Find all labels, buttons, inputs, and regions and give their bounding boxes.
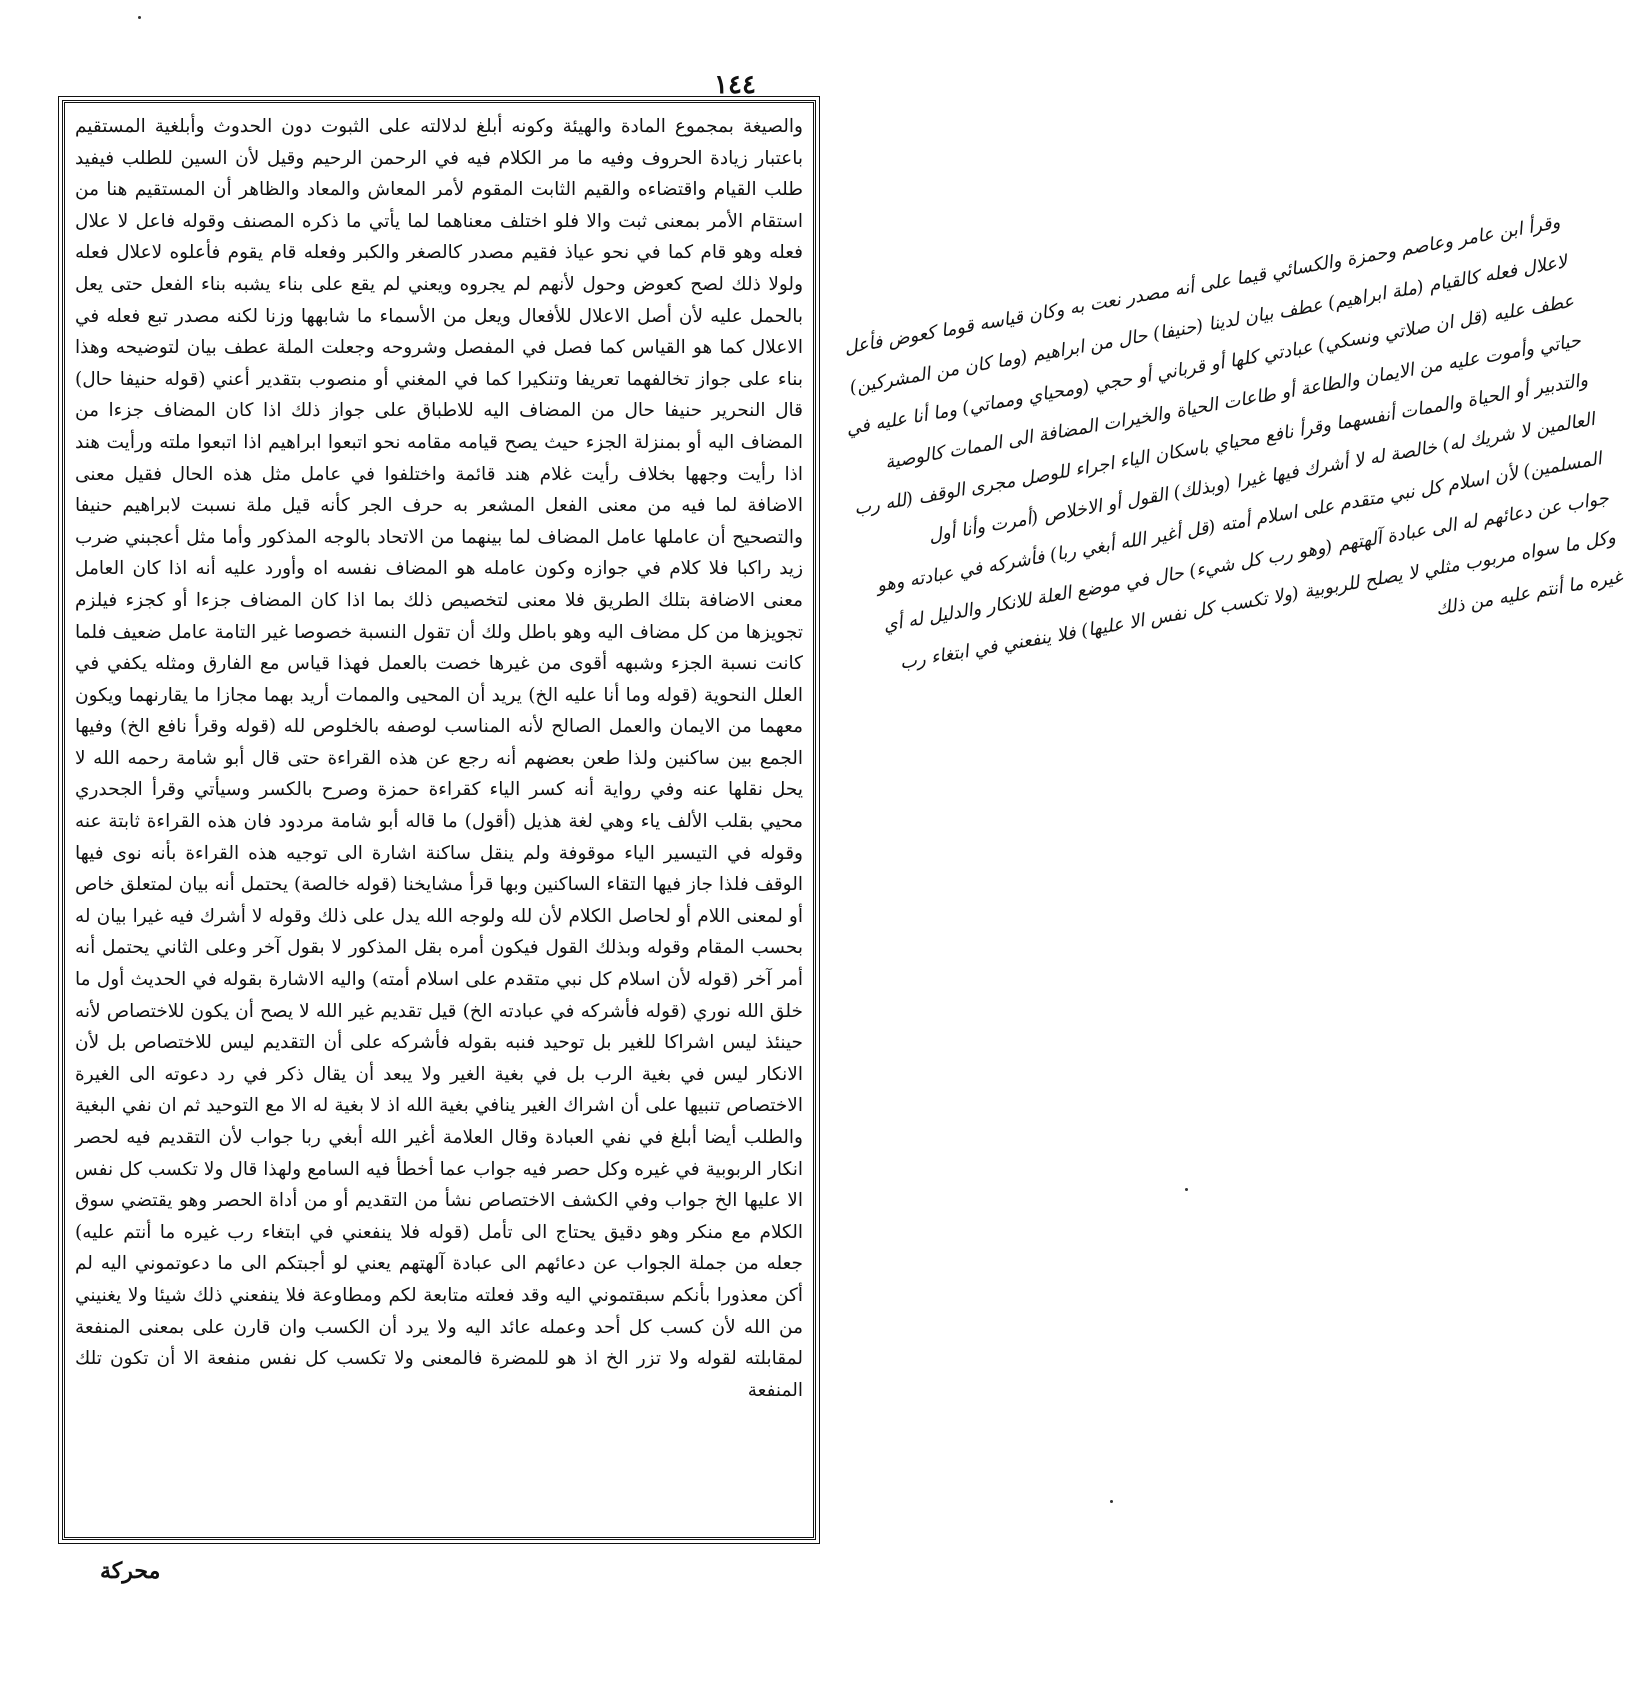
margin-note-text: وقرأ ابن عامر وعاصم وحمزة والكسائي قيما على أنه مصدر نعت به وكان قياسه قوما كعوض فأعل لاعلال فعله كالقيام (ملة ابراهيم) عطف بيان لدينا (حنيفا) حال من ابراهيم (وما كان من المشركين) عطف عليه (قل ان صلاتي ونسكي) عبادتي كلها أو قرباني أو حجي (ومحياي ومماتي) وما أنا عليه في حياتي وأموت عليه من الايمان والطاعة أو طاعات الحياة والخيرات المضافة الى الممات كالوصية والتدبير أو الحياة والممات أنفسهما وقرأ نافع محياي باسكان الياء اجراء للوصل مجرى الوقف (لله رب العالمين لا شريك له) خالصة له لا أشرك فيها غيرا (وبذلك) القول أو الاخلاص (أمرت وأنا أول المسلمين) لأن اسلام كل نبي متقدم على اسلام أمته (قل أغير الله أبغي ربا) فأشركه في عبادته وهو جواب عن دعائهم له الى عبادة آلهتهم (وهو رب كل شيء) حال في موضع العلة للانكار والدليل له أي وكل ما سواه مربوب مثلي لا يصلح للربوبية (ولا تكسب كل نفس الا عليها) فلا ينفعني في ابتغاء رب غيره ما أنتم عليه من ذلك (842, 211, 1625, 674)
main-text-body: والصيغة بمجموع المادة والهيئة وكونه أبلغ لدلالته على الثبوت دون الحدوث وأبلغية المستقيم باعتبار زيادة الحروف وفيه ما مر الكلام فيه في الرحمن الرحيم وقيل لأن السين للطلب فيفيد طلب القيام واقتضاءه والقيم الثابت المقوم لأمر المعاش والمعاد والظاهر أن المستقيم هنا من استقام الأمر بمعنى ثبت والا فلو اختلف معناهما لما يأتي ما ذكره المصنف وقوله فاعل لا علال فعله وهو قام كما في نحو عياذ فقيم مصدر كالصغر والكبر وفعله قام يقوم فأعلوه لاعلال فعله ولولا ذلك لصح كعوض وحول لأنهم لم يجروه ويعني لم يقع على بناء يشبه بناء الفعل حتى يعل بالحمل عليه لأن أصل الاعلال للأفعال ويعل من الأسماء ما شابهها وزنا لكنه مصدر تبع فعله في الاعلال كما هو القياس كما فصل في المفصل وشروحه وجعلت الملة عطف بيان لتوضيحه وهذا بناء على جواز تخالفهما تعريفا وتنكيرا كما في المغني أو منصوب بتقدير أعني (قوله حنيفا حال) قال النحرير حنيفا حال من المضاف اليه للاطباق على جواز ذلك اذا كان المضاف جزءا من المضاف اليه أو بمنزلة الجزء حيث يصح قيامه مقامه نحو اتبعوا ابراهيم اذا اتبعوا ملته ورأيت هند اذا رأيت وجهها بخلاف رأيت غلام هند قائمة واختلفوا في عامل مثل هذه الحال فقيل معنى الاضافة لما فيه من معنى الفعل المشعر به حرف الجر كأنه قيل ملة نسبت لابراهيم حنيفا والتصحيح أن عاملها عامل المضاف لما بينهما من الاتحاد بالوجه المذكور وأما مثل أعجبني ضرب زيد راكبا فلا كلام في جوازه وكون عامله هو المضاف نفسه اه وأورد عليه أنه اذا كان العامل معنى الاضافة بتلك الطريق فلا معنى لتخصيص ذلك بما اذا كان المضاف جزءا أو كجزء فيلزم تجويزها من كل مضاف اليه وهو باطل ولك أن تقول النسبة خصوصا غير التامة عامل ضعيف فلما كانت نسبة الجزء وشبهه أقوى من غيرها خصت بالعمل فهذا قياس مع الفارق ومثله يكفي في العلل النحوية (قوله وما أنا عليه الخ) يريد أن المحيى والممات أريد بهما مجازا ما يقارنهما ويكون معهما من الايمان والعمل الصالح لأنه المناسب لوصفه بالخلوص لله (قوله وقرأ نافع الخ) وفيها الجمع بين ساكنين ولذا طعن بعضهم أنه رجع عن هذه القراءة حتى قال أبو شامة رحمه الله لا يحل نقلها عنه وفي رواية أنه كسر الياء كقراءة حمزة وصرح بالكسر وسيأتي وقرأ الجحدري محيي بقلب الألف ياء وهي لغة هذيل (أقول) ما قاله أبو شامة مردود فان هذه القراءة ثابتة عنه وقوله في التيسير الياء موقوفة ولم ينقل ساكنة اشارة الى توجيه هذه القراءة بأنه نوى فيها الوقف فلذا جاز فيها التقاء الساكنين وبها قرأ مشايخنا (قوله خالصة) يحتمل أنه بيان لمتعلق خاص أو لمعنى اللام أو لحاصل الكلام لأن لله ولوجه الله يدل على ذلك وقوله لا أشرك فيه غيرا بيان له بحسب المقام وقوله وبذلك القول فيكون أمره بقل المذكور لا بقول آخر وعلى الثاني يحتمل أنه أمر آخر (قوله لأن اسلام كل نبي متقدم على اسلام أمته) واليه الاشارة بقوله في الحديث أول ما خلق الله نوري (قوله فأشركه في عبادته الخ) قيل تقديم غير الله لا يصح أن يكون للاختصاص لأنه حينئذ ليس اشراكا للغير بل توحيد فنبه بقوله فأشركه على أن التقديم ليس للاختصاص بل لأن الانكار ليس في بغية الرب بل في بغية الغير ولا يبعد أن يقال ذكر في رد دعوته الى الغيرة الاختصاص تنبيها على أن اشراك الغير ينافي بغية الله اذ لا بغية له الا مع التوحيد ثم ان نفي البغية والطلب أيضا أبلغ في نفي العبادة وقال العلامة أغير الله أبغي ربا جواب لأن التقديم فيه لحصر انكار الربوبية في غيره وكل حصر فيه جواب عما أخطأ فيه السامع ولهذا قال ولا تكسب كل نفس الا عليها الخ جواب وفي الكشف الاختصاص نشأ من التقديم أو من أداة الحصر وهو يقتضي سوق الكلام مع منكر وهو دقيق يحتاج الى تأمل (قوله فلا ينفعني في ابتغاء رب غيره ما أنتم عليه) جعله من جملة الجواب عن دعائهم الى عبادة آلهتهم يعني لو أجبتكم الى ما دعوتموني اليه لم أكن معذورا بأنكم سبقتموني اليه وقد فعلته متابعة لكم ومطاوعة فلا ينفعني ذلك شيئا ولا يغنيني من الله لأن كسب كل أحد وعمله عائد اليه ولا يرد أن الكسب وان قارن على بمعنى المنفعة لمقابلته لقوله ولا تزر الخ اذ هو للمضرة فالمعنى ولا تكسب كل نفس منفعة الا أن تكون تلك المنفعة (75, 116, 803, 1401)
page-number: ١٤٤ (714, 70, 756, 100)
page-speck (1185, 1188, 1188, 1191)
main-text-frame (62, 100, 816, 1540)
margin-note (808, 203, 1629, 749)
page-speck (1110, 1500, 1113, 1503)
catchword: محركة (100, 1558, 161, 1584)
page-speck (138, 16, 141, 19)
